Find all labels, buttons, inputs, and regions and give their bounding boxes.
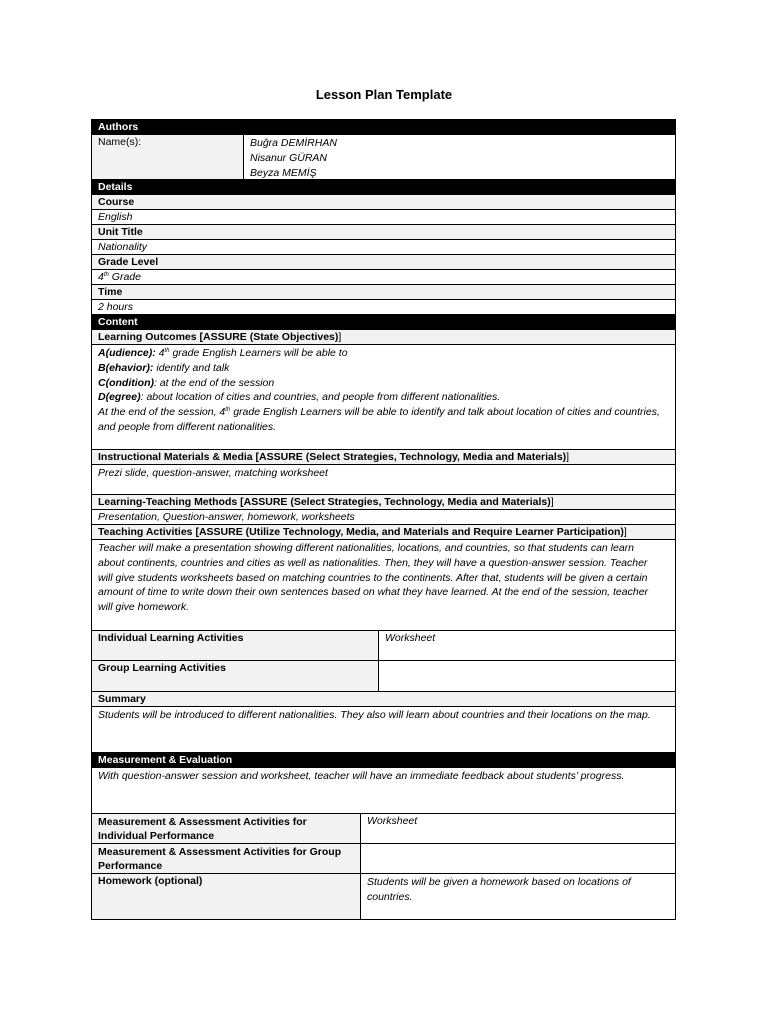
summary-label: Summary bbox=[92, 692, 675, 707]
audience-suffix: th bbox=[164, 348, 170, 354]
audience-number: 4 bbox=[155, 347, 165, 359]
group-assessment-value bbox=[361, 844, 675, 873]
grade-level-value bbox=[92, 270, 675, 285]
time-value: 2 hours bbox=[92, 300, 675, 315]
teaching-activities-value: Teacher will make a presentation showing different nationalities, locations, and countries, so that students can learn about continents, countries and cities as well as nationalities. Then, they will have a question-answer session. Teacher will give students worksheets based on matching countries to the continents. After that, students will be given a certain amount of time to write down their own sentences based on what they have learned. At the end of the session, teacher will give homework. bbox=[92, 540, 675, 631]
materials-close: ] bbox=[566, 451, 570, 463]
individual-learning-row bbox=[92, 631, 675, 661]
degree-key: D(egree) bbox=[98, 391, 141, 404]
condition-text: : at the end of the session bbox=[153, 376, 275, 389]
group-learning-value bbox=[379, 661, 675, 691]
teaching-activities-label bbox=[92, 525, 675, 540]
activities-close: ] bbox=[623, 526, 627, 538]
course-value: English bbox=[92, 210, 675, 225]
group-assessment-label: Measurement & Assessment Activities for Group Performance bbox=[92, 844, 361, 873]
activities-label-text: Teaching Activities [ bbox=[98, 526, 199, 538]
individual-learning-label: Individual Learning Activities bbox=[92, 631, 379, 660]
summary-value: Students will be introduced to different nationalities. They also will learn about countries and their locations on the map. bbox=[92, 707, 675, 753]
individual-assessment-label: Measurement & Assessment Activities for Individual Performance bbox=[92, 814, 361, 843]
materials-assure: ASSURE (Select Strategies, Technology, Media and Materials) bbox=[259, 451, 567, 463]
measurement-header: Measurement & Evaluation bbox=[92, 753, 675, 768]
behavior-key: B(ehavior): bbox=[98, 361, 154, 374]
group-learning-label: Group Learning Activities bbox=[92, 661, 379, 691]
group-learning-row bbox=[92, 661, 675, 692]
grade-word: Grade bbox=[108, 271, 141, 283]
materials-value: Prezi slide, question-answer, matching worksheet bbox=[92, 465, 675, 495]
methods-value: Presentation, Question-answer, homework, worksheets bbox=[92, 510, 675, 525]
individual-learning-value: Worksheet bbox=[385, 632, 436, 644]
grade-suffix: th bbox=[103, 272, 109, 278]
degree-line bbox=[98, 390, 663, 405]
author-names bbox=[244, 135, 675, 179]
audience-key: A(udience): bbox=[98, 347, 156, 359]
behavior-text: identify and talk bbox=[153, 361, 230, 374]
author-name: Nisanur GÜRAN bbox=[250, 151, 328, 164]
audience-text: grade English Learners will be able to bbox=[169, 347, 348, 359]
condition-line bbox=[98, 376, 663, 391]
methods-label-text: Learning-Teaching Methods [ bbox=[98, 496, 244, 508]
outcome-summary-suffix: th bbox=[225, 407, 231, 414]
materials-label bbox=[92, 450, 675, 465]
individual-assessment-row bbox=[92, 814, 675, 844]
behavior-line bbox=[98, 361, 663, 376]
page-title: Lesson Plan Template bbox=[315, 87, 453, 102]
materials-label-text: Instructional Materials & Media [ bbox=[98, 451, 260, 463]
time-label: Time bbox=[92, 285, 675, 300]
lesson-plan-table bbox=[91, 119, 676, 920]
outcomes-close: ] bbox=[338, 331, 342, 343]
group-assessment-row bbox=[92, 844, 675, 874]
individual-assessment-value: Worksheet bbox=[367, 815, 418, 827]
grade-level-label: Grade Level bbox=[92, 255, 675, 270]
methods-label bbox=[92, 495, 675, 510]
outcomes-assure: ASSURE (State Objectives) bbox=[203, 331, 339, 343]
author-name: Beyza MEMİŞ bbox=[250, 166, 317, 179]
names-label: Name(s): bbox=[92, 135, 244, 179]
outcomes-label-text: Learning Outcomes [ bbox=[98, 331, 204, 343]
learning-outcomes-label bbox=[92, 330, 675, 345]
methods-close: ] bbox=[550, 496, 554, 508]
details-header: Details bbox=[92, 180, 675, 195]
unit-title-label: Unit Title bbox=[92, 225, 675, 240]
author-name: Buğra DEMİRHAN bbox=[250, 137, 337, 149]
grade-number: 4 bbox=[98, 271, 104, 283]
audience-line bbox=[98, 346, 663, 361]
homework-label: Homework (optional) bbox=[92, 874, 361, 919]
learning-outcomes-value bbox=[92, 345, 675, 450]
methods-assure: ASSURE (Select Strategies, Technology, Media and Materials) bbox=[243, 496, 551, 508]
course-label: Course bbox=[92, 195, 675, 210]
measurement-value: With question-answer session and worksheet, teacher will have an immediate feedback about students’ progress. bbox=[92, 768, 675, 814]
homework-value: Students will be given a homework based on locations of countries. bbox=[367, 876, 631, 903]
authors-row bbox=[92, 135, 675, 180]
content-header: Content bbox=[92, 315, 675, 330]
homework-row bbox=[92, 874, 675, 919]
condition-key: C(ondition) bbox=[98, 376, 154, 389]
activities-assure: ASSURE (Utilize Technology, Media, and Materials and Require Learner Participation) bbox=[198, 526, 624, 538]
outcome-summary-b: grade English Learners will be able to identify and talk about location of cities and countries, and people from different nationalities. bbox=[98, 406, 660, 433]
outcome-summary-a: At the end of the session, 4 bbox=[98, 406, 226, 419]
degree-text: : about location of cities and countries, and people from different nationalities. bbox=[140, 391, 501, 404]
outcome-summary bbox=[98, 405, 663, 435]
unit-title-value: Nationality bbox=[92, 240, 675, 255]
authors-header: Authors bbox=[92, 120, 675, 135]
